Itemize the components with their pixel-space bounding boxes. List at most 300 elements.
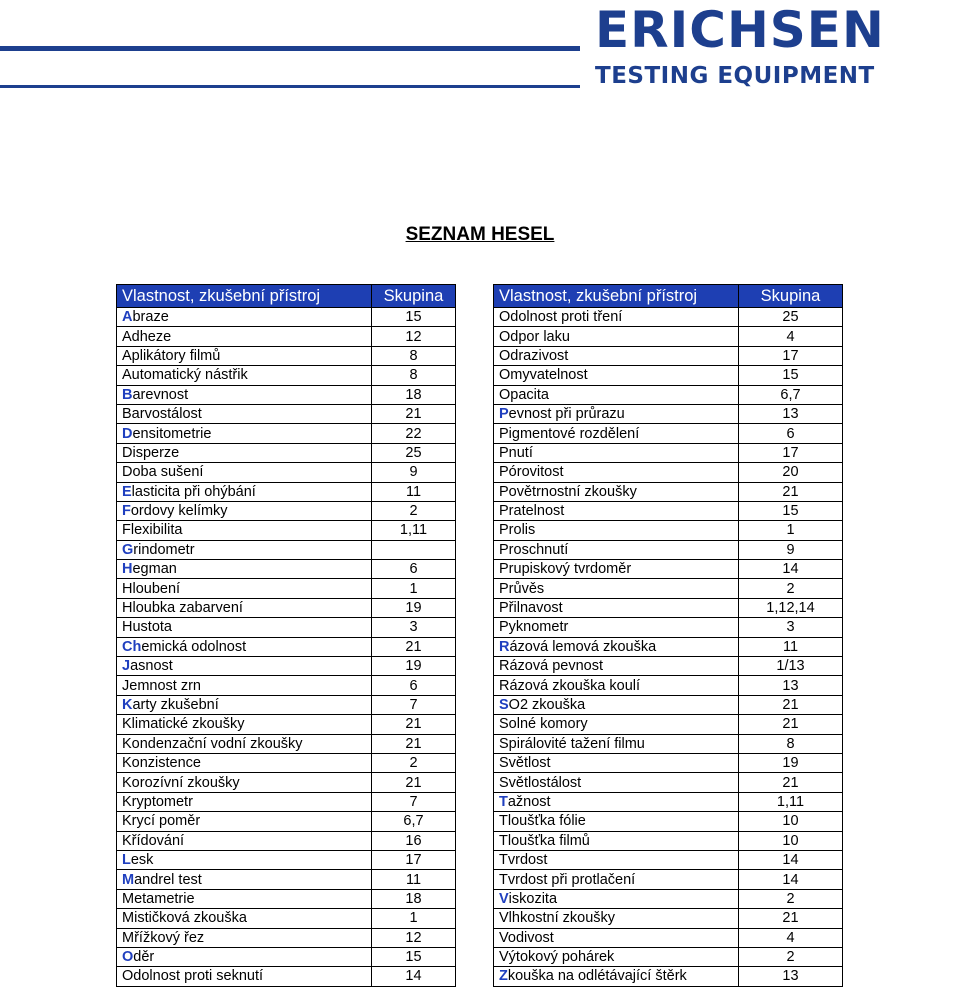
header-rule-bottom [0, 85, 580, 88]
keyword-initial: J [122, 658, 131, 675]
table-row [494, 346, 843, 365]
keyword-initial: T [499, 852, 508, 869]
table-row [494, 482, 843, 501]
keyword-initial: O [499, 328, 511, 345]
keyword-rest: větlostálost [508, 774, 582, 791]
keyword-cell [494, 443, 739, 462]
keyword-rest: růvěs [508, 580, 545, 597]
keyword-rest: pirálovité tažení filmu [508, 735, 645, 752]
keyword-initial: V [499, 910, 509, 927]
group-cell: 11 [739, 637, 843, 656]
keyword-cell [494, 482, 739, 501]
keyword-cell [494, 676, 739, 695]
keyword-rest: plikátory filmů [131, 347, 221, 364]
group-cell: 19 [372, 657, 456, 676]
table-row [494, 889, 843, 908]
keyword-rest: O2 zkouška [508, 697, 586, 713]
keyword-cell [494, 695, 739, 714]
keyword-rest: igmentové rozdělení [508, 425, 640, 442]
group-cell: 13 [739, 676, 843, 695]
keyword-cell [117, 540, 372, 559]
keyword-initial: K [122, 793, 132, 810]
keyword-cell [117, 870, 372, 889]
keyword-cell [494, 501, 739, 520]
table-row [494, 385, 843, 404]
keyword-cell [494, 889, 739, 908]
keyword-rest: emnost zrn [129, 677, 201, 694]
table-row [117, 734, 456, 753]
keyword-rest: ustota [132, 619, 172, 636]
keyword-rest: evnost při průrazu [508, 406, 625, 423]
keyword-cell [494, 753, 739, 772]
keyword-rest: řilnavost [508, 600, 563, 617]
keyword-cell [494, 734, 739, 753]
keyword-initial: T [499, 871, 508, 888]
keyword-rest: řížkový řez [134, 929, 205, 946]
table-row [117, 831, 456, 850]
keyword-rest: ýtokový pohárek [508, 949, 615, 966]
table-row [494, 618, 843, 637]
keyword-cell [117, 501, 372, 520]
keyword-cell [117, 695, 372, 714]
keyword-rest: vrdost [507, 852, 548, 869]
table-row [117, 404, 456, 423]
keyword-cell [494, 618, 739, 637]
table-header-row [117, 285, 456, 308]
table-row [494, 909, 843, 928]
keyword-cell [117, 657, 372, 676]
keyword-initial: F [122, 503, 131, 520]
keyword-initial: K [122, 735, 132, 752]
keyword-cell [117, 404, 372, 423]
group-cell: 9 [372, 463, 456, 482]
group-cell: 21 [739, 909, 843, 928]
group-cell: 14 [739, 560, 843, 579]
keyword-initial: P [499, 425, 509, 442]
keyword-rest: orozívní zkoušky [131, 774, 240, 791]
table-row [494, 773, 843, 792]
keyword-initial: O [499, 309, 511, 326]
keyword-initial: M [122, 890, 135, 907]
keyword-initial: M [122, 871, 135, 888]
keyword-rest: loušťka filmů [507, 832, 590, 849]
group-cell: 17 [739, 443, 843, 462]
group-cell: 2 [739, 889, 843, 908]
keyword-rest: ističková zkouška [134, 910, 247, 927]
keyword-initial: H [122, 600, 133, 617]
group-cell: 1,11 [739, 792, 843, 811]
keyword-cell [117, 909, 372, 928]
keyword-cell [494, 424, 739, 443]
keyword-rest: isperze [132, 444, 180, 461]
keyword-initial: P [499, 444, 509, 461]
keyword-initial: T [499, 793, 508, 810]
keyword-cell [117, 753, 372, 772]
keyword-initial: P [499, 522, 509, 539]
keyword-rest: rycí poměr [131, 813, 201, 830]
table-row [117, 443, 456, 462]
group-cell: 6,7 [372, 812, 456, 831]
table-row [117, 773, 456, 792]
keyword-initial: R [499, 658, 510, 675]
keyword-cell [117, 482, 372, 501]
group-cell: 19 [739, 753, 843, 772]
table-row [117, 967, 456, 986]
keyword-cell [494, 308, 739, 327]
keyword-initial: P [499, 541, 509, 558]
keyword-cell [117, 579, 372, 598]
keyword-initial: P [499, 561, 509, 578]
keyword-rest: větlost [508, 755, 551, 772]
keyword-table-left [116, 284, 456, 987]
keyword-cell [117, 734, 372, 753]
keyword-initial: A [122, 328, 132, 345]
table-row [117, 501, 456, 520]
table-row [494, 404, 843, 423]
column-header-group: Skupina [372, 285, 456, 308]
table-row [117, 637, 456, 656]
table-row [494, 831, 843, 850]
keyword-rest: loubka zabarvení [132, 600, 243, 617]
table-row [494, 443, 843, 462]
column-header-property: Vlastnost, zkušební přístroj [494, 285, 739, 308]
group-cell: 18 [372, 889, 456, 908]
group-cell: 14 [739, 850, 843, 869]
keyword-cell [117, 928, 372, 947]
table-row [494, 540, 843, 559]
group-cell: 21 [372, 715, 456, 734]
table-row [117, 657, 456, 676]
table-row [117, 947, 456, 966]
group-cell: 6 [372, 676, 456, 695]
keyword-rest: rindometr [133, 541, 195, 558]
group-cell: 13 [739, 967, 843, 986]
group-cell: 22 [372, 424, 456, 443]
table-row [494, 870, 843, 889]
group-cell: 1 [739, 521, 843, 540]
keyword-cell [494, 366, 739, 385]
keyword-initial: K [122, 716, 132, 733]
keyword-initial: H [122, 619, 133, 636]
group-cell: 13 [739, 404, 843, 423]
group-cell: 3 [372, 618, 456, 637]
table-row [494, 463, 843, 482]
keyword-initial: Ch [122, 638, 142, 655]
keyword-rest: iskozita [508, 890, 558, 907]
group-cell: 1/13 [739, 657, 843, 676]
group-cell [372, 540, 456, 559]
table-row [494, 598, 843, 617]
group-cell: 21 [372, 734, 456, 753]
keyword-initial: O [499, 367, 511, 384]
group-cell: 2 [372, 501, 456, 520]
group-cell: 4 [739, 327, 843, 346]
table-row [117, 850, 456, 869]
keyword-initial: S [499, 774, 509, 791]
keyword-initial: E [122, 483, 132, 500]
group-cell: 25 [372, 443, 456, 462]
keyword-cell [117, 366, 372, 385]
table-row [117, 870, 456, 889]
group-cell: 21 [739, 695, 843, 714]
keyword-initial: A [122, 367, 132, 384]
group-cell: 15 [372, 947, 456, 966]
keyword-cell [494, 404, 739, 423]
keyword-cell [117, 889, 372, 908]
keyword-cell [494, 560, 739, 579]
table-row [117, 521, 456, 540]
keyword-initial: T [499, 832, 508, 849]
keyword-rest: rupiskový tvrdoměr [508, 561, 632, 578]
keyword-rest: ondenzační vodní zkoušky [131, 735, 303, 752]
keyword-initial: P [499, 406, 509, 423]
group-cell: 21 [372, 637, 456, 656]
table-row [117, 889, 456, 908]
keyword-rest: asnost [130, 658, 173, 675]
keyword-rest: braze [132, 309, 169, 326]
keyword-rest: dolnost proti seknutí [133, 968, 264, 985]
keyword-initial: K [122, 697, 133, 713]
logo-tagline: TESTING EQUIPMENT [595, 63, 875, 89]
keyword-cell [494, 947, 739, 966]
keyword-initial: K [122, 755, 132, 772]
table-row [494, 521, 843, 540]
keyword-rest: lasticita při ohýbání [131, 483, 256, 500]
table-row [494, 657, 843, 676]
keyword-initial: S [499, 735, 509, 752]
table-row [117, 482, 456, 501]
keyword-rest: odivost [507, 929, 554, 946]
group-cell: 10 [739, 812, 843, 831]
table-row [494, 753, 843, 772]
keyword-rest: etametrie [134, 890, 195, 907]
keyword-rest: kouška na odlétávající štěrk [507, 968, 687, 985]
table-row [494, 715, 843, 734]
keyword-cell [494, 657, 739, 676]
group-cell: 11 [372, 870, 456, 889]
keyword-rest: myvatelnost [510, 367, 588, 384]
keyword-initial: M [122, 929, 135, 946]
keyword-cell [117, 327, 372, 346]
keyword-rest: rolis [508, 522, 536, 539]
group-cell: 8 [739, 734, 843, 753]
group-cell: 12 [372, 928, 456, 947]
keyword-initial: P [499, 619, 509, 636]
table-row [494, 637, 843, 656]
table-row [494, 947, 843, 966]
table-row [494, 967, 843, 986]
group-cell: 2 [739, 947, 843, 966]
table-row [494, 366, 843, 385]
table-row [117, 366, 456, 385]
group-cell: 20 [739, 463, 843, 482]
keyword-initial: M [122, 910, 135, 927]
keyword-cell [494, 850, 739, 869]
keyword-cell [494, 928, 739, 947]
keyword-initial: G [122, 541, 134, 558]
group-cell: 1,11 [372, 521, 456, 540]
keyword-rest: dpor laku [510, 328, 570, 345]
group-cell: 17 [739, 346, 843, 365]
table-row [494, 734, 843, 753]
keyword-cell [117, 424, 372, 443]
header-rule-top [0, 46, 580, 51]
keyword-rest: oba sušení [132, 464, 204, 481]
table-row [117, 812, 456, 831]
table-row [117, 598, 456, 617]
group-cell: 21 [739, 773, 843, 792]
column-header-group: Skupina [739, 285, 843, 308]
keyword-rest: roschnutí [508, 541, 569, 558]
keyword-initial: P [499, 600, 509, 617]
keyword-rest: arvostálost [131, 406, 202, 423]
keyword-initial: P [499, 464, 509, 481]
keyword-rest: vrdost při protlačení [507, 871, 636, 888]
logo-wordmark: ERICHSEN [595, 1, 885, 59]
keyword-initial: S [499, 716, 509, 733]
keyword-initial: D [122, 464, 133, 481]
keyword-rest: loušťka fólie [507, 813, 586, 830]
keyword-initial: V [499, 929, 508, 946]
table-row [117, 618, 456, 637]
keyword-cell [117, 598, 372, 617]
keyword-cell [494, 773, 739, 792]
keyword-initial: O [499, 386, 511, 403]
keyword-rest: ažnost [507, 793, 551, 810]
keyword-rest: ázová zkouška koulí [509, 677, 641, 694]
keyword-cell [117, 637, 372, 656]
keyword-rest: ovětrnostní zkoušky [508, 483, 637, 500]
table-row [117, 792, 456, 811]
group-cell: 21 [739, 482, 843, 501]
table-row [117, 327, 456, 346]
table-row [117, 540, 456, 559]
keyword-rest: egman [132, 561, 177, 578]
keyword-rest: dolnost proti tření [510, 309, 623, 326]
keyword-rest: ryptometr [131, 793, 193, 810]
keyword-initial: J [122, 677, 130, 694]
keyword-rest: lexibilita [130, 522, 183, 539]
table-row [117, 346, 456, 365]
group-cell: 6,7 [739, 385, 843, 404]
group-cell: 17 [372, 850, 456, 869]
table-row [117, 385, 456, 404]
keyword-cell [117, 812, 372, 831]
group-cell: 25 [739, 308, 843, 327]
table-row [494, 579, 843, 598]
keyword-rest: ázová pevnost [509, 658, 603, 675]
table-row [117, 308, 456, 327]
keyword-cell [117, 618, 372, 637]
keyword-cell [494, 521, 739, 540]
keyword-rest: pacita [510, 386, 549, 403]
group-cell: 12 [372, 327, 456, 346]
keyword-cell [494, 792, 739, 811]
keyword-cell [494, 579, 739, 598]
keyword-initial: T [499, 813, 508, 830]
column-header-property: Vlastnost, zkušební přístroj [117, 285, 372, 308]
keyword-initial: S [499, 697, 509, 713]
keyword-cell [494, 346, 739, 365]
group-cell: 16 [372, 831, 456, 850]
keyword-cell [117, 850, 372, 869]
table-row [117, 909, 456, 928]
group-cell: 21 [372, 404, 456, 423]
keyword-initial: B [122, 386, 133, 403]
keyword-cell [117, 443, 372, 462]
group-cell: 1 [372, 579, 456, 598]
keyword-cell [494, 831, 739, 850]
keyword-table-right [493, 284, 843, 987]
group-cell: 19 [372, 598, 456, 617]
group-cell: 21 [372, 773, 456, 792]
keyword-initial: A [122, 347, 132, 364]
keyword-initial: P [499, 483, 509, 500]
group-cell: 11 [372, 482, 456, 501]
keyword-cell [494, 540, 739, 559]
keyword-initial: O [122, 968, 134, 985]
keyword-rest: arty zkušební [132, 697, 219, 713]
table-row [117, 424, 456, 443]
keyword-cell [117, 715, 372, 734]
group-cell: 3 [739, 618, 843, 637]
keyword-cell [494, 870, 739, 889]
group-cell: 1,12,14 [739, 598, 843, 617]
keyword-initial: H [122, 561, 133, 578]
group-cell: 1 [372, 909, 456, 928]
group-cell: 18 [372, 385, 456, 404]
keyword-initial: R [499, 638, 510, 655]
keyword-cell [117, 521, 372, 540]
keyword-initial: L [122, 852, 131, 869]
keyword-cell [117, 967, 372, 986]
group-cell: 2 [372, 753, 456, 772]
table-row [494, 850, 843, 869]
keyword-rest: ordovy kelímky [130, 503, 228, 520]
keyword-initial: S [499, 755, 509, 772]
keyword-rest: limatické zkoušky [131, 716, 245, 733]
group-cell: 7 [372, 792, 456, 811]
keyword-initial: F [122, 522, 131, 539]
table-row [117, 695, 456, 714]
group-cell: 6 [739, 424, 843, 443]
keyword-initial: O [499, 347, 511, 364]
keyword-initial: A [122, 309, 133, 326]
keyword-cell [117, 947, 372, 966]
keyword-initial: D [122, 425, 133, 442]
table-row [117, 463, 456, 482]
keyword-cell [117, 308, 372, 327]
table-row [117, 579, 456, 598]
table-row [494, 676, 843, 695]
keyword-cell [117, 773, 372, 792]
keyword-initial: V [499, 949, 509, 966]
keyword-rest: ázová lemová zkouška [509, 638, 657, 655]
keyword-rest: olné komory [508, 716, 588, 733]
keyword-cell [117, 463, 372, 482]
group-cell: 9 [739, 540, 843, 559]
keyword-rest: yknometr [508, 619, 569, 636]
keyword-cell [117, 831, 372, 850]
table-row [494, 695, 843, 714]
table-header-row [494, 285, 843, 308]
keyword-initial: O [122, 949, 134, 966]
keyword-rest: řídování [131, 832, 185, 849]
page-header [0, 0, 960, 100]
keyword-cell [494, 967, 739, 986]
keyword-cell [117, 792, 372, 811]
group-cell: 15 [372, 308, 456, 327]
